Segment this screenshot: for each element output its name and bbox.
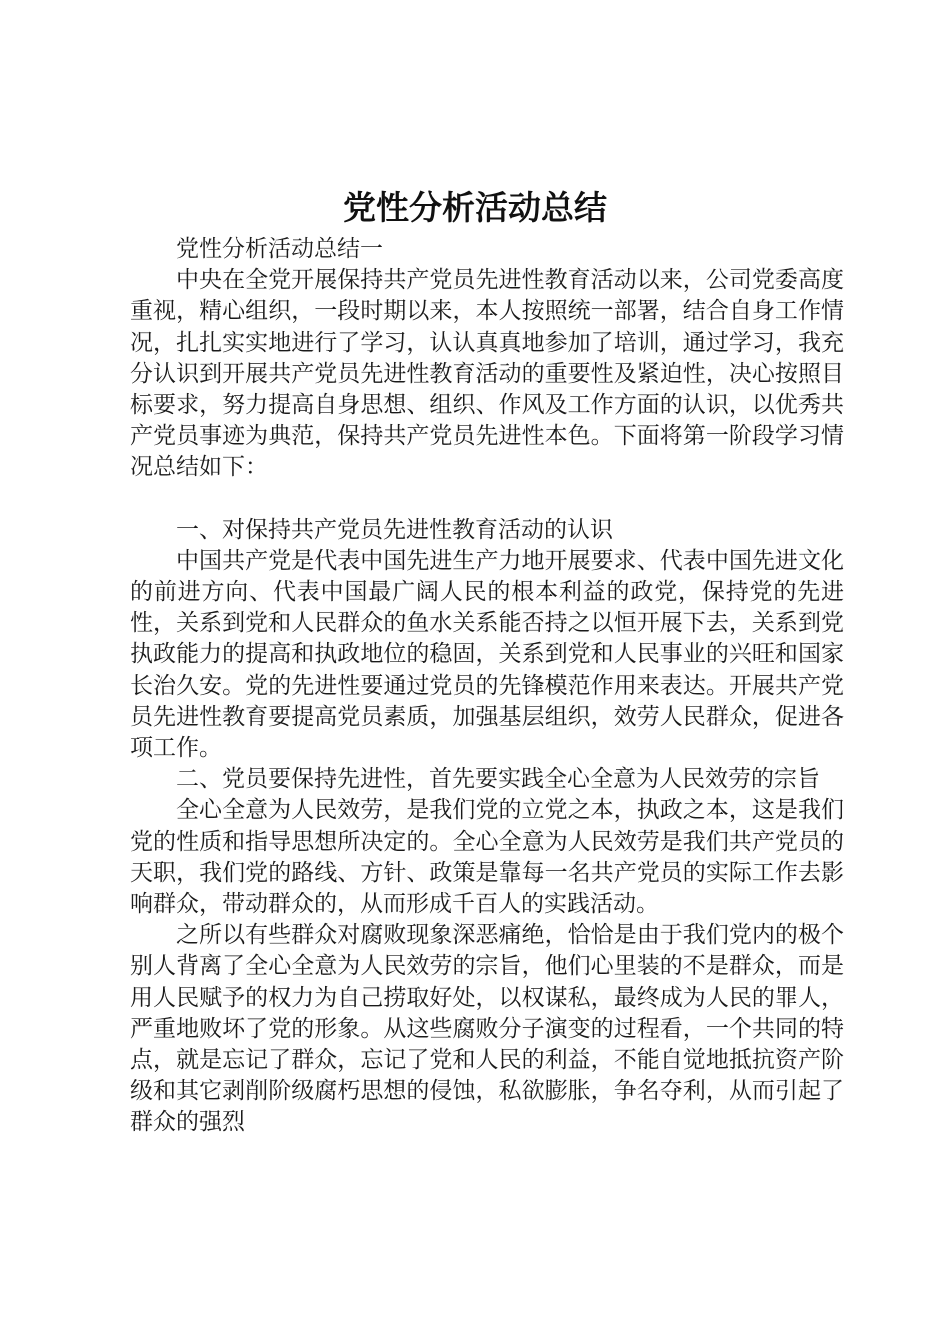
paragraph-section-2b: 之所以有些群众对腐败现象深恶痛绝，恰恰是由于我们党内的极个别人背离了全心全意为人民效劳的宗旨，他们心里装的不是群众，而是用人民赋予的权力为自己捞取好处，以权谋私，最终成为人民的罪人，严重地败坏了党的形象。从这些腐败分子演变的过程看，一个共同的特点，就是忘记了群众，忘记了党和人民的利益，不能自觉地抵抗资产阶级和其它剥削阶级腐朽思想的侵蚀，私欲膨胀，争名夺利，从而引起了群众的强烈 — [130, 922, 844, 1136]
document-body — [130, 234, 844, 1139]
paragraph-spacer — [130, 484, 844, 515]
section-subtitle: 党性分析活动总结一 — [176, 236, 383, 262]
paragraph-section-1: 中国共产党是代表中国先进生产力地开展要求、代表中国先进文化的前进方向、代表中国最广阔人民的根本利益的政党，保持党的先进性，关系到党和人民群众的鱼水关系能否持之以恒开展下去，关系到党执政能力的提高和执政地位的稳固，关系到党和人民事业的兴旺和国家长治久安。党的先进性要通过党员的先锋模范作用来表达。开展共产党员先进性教育要提高党员素质，加强基层组织，效劳人民群众，促进各项工作。 — [130, 547, 844, 762]
paragraph-section-2a: 全心全意为人民效劳，是我们党的立党之本，执政之本，这是我们党的性质和指导思想所决定的。全心全意为人民效劳是我们共产党员的天职，我们党的路线、方针、政策是靠每一名共产党员的实际工作去影响群众，带动群众的，从而形成千百人的实践活动。 — [130, 797, 844, 918]
section-heading-1: 一、对保持共产党员先进性教育活动的认识 — [176, 516, 613, 543]
document-title: 党性分析活动总结 — [343, 188, 607, 227]
paragraph-intro: 中央在全党开展保持共产党员先进性教育活动以来，公司党委高度重视，精心组织，一段时期以来，本人按照统一部署，结合自身工作情况，扎扎实实地进行了学习，认认真真地参加了培训，通过学习，我充分认识到开展共产党员先进性教育活动的重要性及紧迫性，决心按照目标要求，努力提高自身思想、组织、作风及工作方面的认识，以优秀共产党员事迹为典范，保持共产党员先进性本色。下面将第一阶段学习情况总结如下： — [130, 267, 844, 481]
section-heading-2: 二、党员要保持先进性，首先要实践全心全意为人民效劳的宗旨 — [176, 766, 820, 793]
